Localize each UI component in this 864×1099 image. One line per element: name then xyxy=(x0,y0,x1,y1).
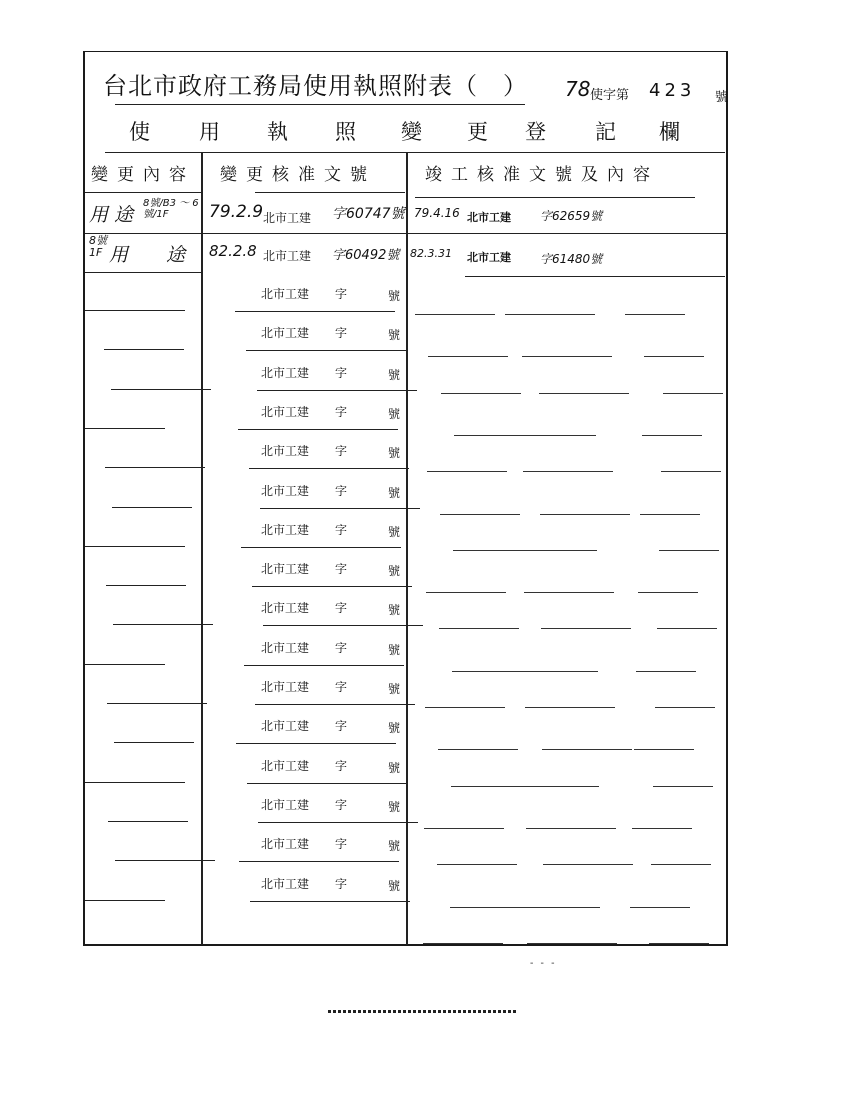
blank-row-zi: 字 xyxy=(335,601,348,616)
blank-row-office: 北市工建 xyxy=(261,680,310,694)
completion-rule-segment xyxy=(526,828,616,829)
entry-1-approval-no: 字60747號 xyxy=(332,206,405,222)
blank-row-zi: 字 xyxy=(335,404,348,419)
entry-2-approval-office: 北市工建 xyxy=(263,249,312,263)
completion-rule-segment xyxy=(439,628,519,629)
permit-appendix-form xyxy=(83,51,728,946)
blank-row-office: 北市工建 xyxy=(261,326,310,341)
subheading-char: 照 xyxy=(335,120,356,144)
blank-row-office: 北市工建 xyxy=(261,404,310,419)
blank-row-zi: 字 xyxy=(335,797,348,812)
entry-1-content: 用 途 xyxy=(89,204,134,226)
permit-year: 78 xyxy=(565,77,591,101)
footer-mark: - - - xyxy=(530,958,557,969)
header-rule-1 xyxy=(85,192,201,193)
blank-row-hao: 號 xyxy=(388,603,401,618)
completion-rule-segment xyxy=(523,471,613,472)
entry-1-completion-office: 北市工建 xyxy=(467,211,511,224)
title-underline xyxy=(115,104,525,105)
blank-row-hao: 號 xyxy=(388,367,401,382)
completion-rule-segment xyxy=(522,356,612,357)
completion-rule-segment xyxy=(525,707,615,708)
blank-row-zi: 字 xyxy=(335,562,348,577)
completion-rule-segment xyxy=(527,943,617,944)
completion-rule-segment xyxy=(630,907,690,908)
blank-row xyxy=(85,469,726,508)
completion-rule-segment xyxy=(543,864,633,865)
blank-row-office: 北市工建 xyxy=(261,444,310,459)
completion-rule-segment xyxy=(507,550,597,551)
subheading-char: 執 xyxy=(267,120,288,144)
entry-2-completion-office: 北市工建 xyxy=(467,251,511,264)
completion-rule-segment xyxy=(524,592,614,593)
blank-row-zi: 字 xyxy=(335,758,348,773)
entry-row-2 xyxy=(85,233,726,272)
blank-row-zi: 字 xyxy=(335,287,348,301)
blank-row xyxy=(85,665,726,704)
completion-rule-segment xyxy=(653,786,713,787)
blank-row-office: 北市工建 xyxy=(261,365,310,380)
blank-row-office: 北市工建 xyxy=(261,601,310,616)
completion-rule-segment xyxy=(640,514,700,515)
blank-row-zi: 字 xyxy=(335,326,348,341)
blank-row-zi: 字 xyxy=(335,365,348,380)
subheading-char: 記 xyxy=(595,120,616,144)
blank-row-hao: 號 xyxy=(388,799,401,814)
entry-1-approval-office: 北市工建 xyxy=(263,211,312,225)
completion-rule-segment xyxy=(426,592,506,593)
blank-row-hao: 號 xyxy=(388,721,401,736)
completion-rule-segment xyxy=(642,435,702,436)
col-header-completion-doc: 竣工核准文號及內容 xyxy=(425,165,659,185)
blank-row xyxy=(85,862,726,901)
form-title-row xyxy=(85,52,729,107)
blank-row xyxy=(85,272,726,311)
blank-row-zi: 字 xyxy=(335,680,348,694)
completion-rule-segment xyxy=(657,628,717,629)
blank-row-hao: 號 xyxy=(388,642,401,657)
blank-row-hao: 號 xyxy=(388,760,401,775)
completion-rule-segment xyxy=(508,671,598,672)
blank-row-hao: 號 xyxy=(388,682,401,696)
completion-rule-segment xyxy=(415,314,495,315)
blank-row-hao: 號 xyxy=(388,564,401,579)
completion-rule-segment xyxy=(506,435,596,436)
entry-1-approval-date: 79.2.9 xyxy=(209,202,264,222)
completion-rule-segment xyxy=(663,393,723,394)
blank-row-zi: 字 xyxy=(335,483,348,498)
permit-suffix: 號 xyxy=(715,90,729,105)
blank-row xyxy=(85,822,726,861)
completion-rule-segment xyxy=(509,786,599,787)
completion-rule-segment xyxy=(423,943,503,944)
entry-2-completion-no: 字61480號 xyxy=(540,252,603,266)
blank-row-office: 北市工建 xyxy=(261,837,310,852)
blank-row-zi: 字 xyxy=(335,837,348,852)
completion-rule-segment xyxy=(661,471,721,472)
blank-row-rule-approval xyxy=(250,901,410,902)
blank-row xyxy=(85,704,726,743)
entry-row-1 xyxy=(85,194,726,233)
entry-1-completion-date: 79.4.16 xyxy=(414,206,460,220)
blank-row-office: 北市工建 xyxy=(261,719,310,734)
blank-row-zi: 字 xyxy=(335,640,348,655)
blank-row-zi: 字 xyxy=(335,719,348,734)
blank-row xyxy=(85,351,726,390)
form-title: 台北市政府工務局使用執照附表（ ） xyxy=(103,72,528,100)
header-rule-2 xyxy=(255,192,405,193)
blank-row-office: 北市工建 xyxy=(261,287,310,301)
blank-row xyxy=(85,311,726,350)
blank-row-office: 北市工建 xyxy=(261,522,310,537)
completion-rule-segment xyxy=(625,314,685,315)
completion-rule-segment xyxy=(632,828,692,829)
subheading-char: 使 xyxy=(129,120,150,144)
col-header-approval-doc: 變更核准文號 xyxy=(220,165,376,185)
completion-rule-segment xyxy=(424,828,504,829)
entry-2-note: 8號 1F xyxy=(89,234,107,259)
entry-2-approval-no: 字60492號 xyxy=(332,248,400,263)
blank-row-zi: 字 xyxy=(335,876,348,891)
subheading-char: 用 xyxy=(199,120,220,144)
blank-row-zi: 字 xyxy=(335,522,348,537)
completion-rule-segment xyxy=(505,314,595,315)
blank-row-hao: 號 xyxy=(388,524,401,539)
blank-row-hao: 號 xyxy=(388,328,401,343)
entry-2-content: 用 途 xyxy=(109,244,202,266)
completion-rule-segment xyxy=(542,749,632,750)
completion-rule-segment xyxy=(634,749,694,750)
permit-number: 423 xyxy=(649,80,696,101)
permit-word: 使字第 xyxy=(590,88,630,103)
completion-rule-segment xyxy=(438,749,518,750)
completion-rule-segment xyxy=(659,550,719,551)
blank-row xyxy=(85,586,726,625)
blank-row-rule-content xyxy=(85,900,165,901)
blank-row-office: 北市工建 xyxy=(261,758,310,773)
completion-rule-segment xyxy=(649,943,709,944)
entry-2-completion-date: 82.3.31 xyxy=(410,247,452,260)
completion-rule-segment xyxy=(644,356,704,357)
completion-rule-segment xyxy=(425,707,505,708)
entry-1-completion-no: 字62659號 xyxy=(540,209,603,223)
blank-row-office: 北市工建 xyxy=(261,640,310,655)
blank-row-hao: 號 xyxy=(388,446,401,461)
blank-row-office: 北市工建 xyxy=(261,483,310,498)
blank-row xyxy=(85,626,726,665)
entry-1-note: 8號/B3 ～ 6號/1F xyxy=(143,198,199,220)
completion-rule-segment xyxy=(440,514,520,515)
subheading-char: 更 xyxy=(467,120,488,144)
subheading-char: 變 xyxy=(401,120,422,144)
blank-row xyxy=(85,547,726,586)
scan-artifact xyxy=(328,1010,518,1013)
blank-row-office: 北市工建 xyxy=(261,876,310,891)
blank-row-zi: 字 xyxy=(335,444,348,459)
completion-rule-segment xyxy=(651,864,711,865)
blank-row-hao: 號 xyxy=(388,839,401,854)
blank-row xyxy=(85,429,726,468)
blank-row-hao: 號 xyxy=(388,878,401,893)
completion-rule-segment xyxy=(655,707,715,708)
completion-rule-segment xyxy=(539,393,629,394)
completion-rule-segment xyxy=(510,907,600,908)
blank-row-office: 北市工建 xyxy=(261,797,310,812)
completion-rule-segment xyxy=(541,628,631,629)
register-subheading xyxy=(85,110,726,152)
subheading-char: 欄 xyxy=(659,120,680,144)
completion-rule-segment xyxy=(638,592,698,593)
blank-row xyxy=(85,783,726,822)
completion-rule-segment xyxy=(437,864,517,865)
col-header-change-content: 變更內容 xyxy=(91,165,195,185)
completion-rule-segment xyxy=(441,393,521,394)
subheading-char: 登 xyxy=(525,120,546,144)
blank-row-hao: 號 xyxy=(388,406,401,421)
completion-rule-segment xyxy=(428,356,508,357)
completion-rule-segment xyxy=(427,471,507,472)
blank-row-office: 北市工建 xyxy=(261,562,310,577)
subheading-rule xyxy=(105,152,725,153)
completion-rule-segment xyxy=(540,514,630,515)
blank-row-hao: 號 xyxy=(388,485,401,500)
completion-rule-segment xyxy=(636,671,696,672)
entry-2-approval-date: 82.2.8 xyxy=(209,242,257,260)
blank-row xyxy=(85,390,726,429)
blank-row-hao: 號 xyxy=(388,289,401,303)
